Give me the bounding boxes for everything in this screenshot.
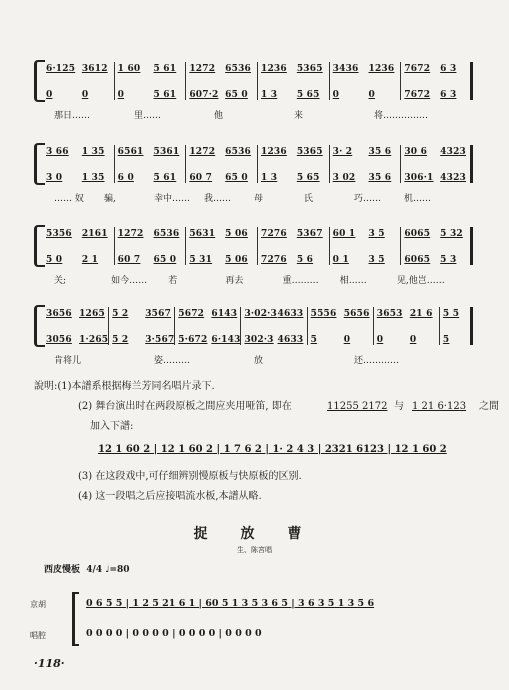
upper-row xyxy=(46,309,474,323)
note-group: 5 xyxy=(442,335,450,345)
piece-subtitle: 生、陈宮唱 xyxy=(237,546,272,554)
lyric-word: 里…… xyxy=(134,111,162,121)
system-brace xyxy=(34,143,45,185)
note-group: 5 06 xyxy=(225,255,248,265)
upper-row xyxy=(46,147,474,161)
score-system xyxy=(34,143,474,204)
note-group: 5 6 xyxy=(296,255,314,265)
note-group: 65 0 xyxy=(225,90,248,100)
note-group: 0 xyxy=(368,90,375,100)
note-group: 6·125 xyxy=(46,64,76,74)
lyric-word: 幸中…… xyxy=(154,194,191,204)
note-group: 5656 xyxy=(343,309,370,319)
note-group: 1 35 xyxy=(81,147,105,157)
note-group: 3612 xyxy=(81,64,108,74)
note-group: 5 65 xyxy=(296,173,320,183)
lower-row xyxy=(46,335,474,349)
note-group: 7672 xyxy=(404,90,431,100)
note-group: 4323 xyxy=(440,173,467,183)
barline xyxy=(329,227,330,265)
note-group: 0 xyxy=(81,90,89,100)
score-system xyxy=(34,305,474,366)
barline xyxy=(108,307,109,345)
system-brace xyxy=(34,60,45,102)
system-brace xyxy=(34,305,45,347)
tempo-label: 西皮慢板 4/4 ♩=80 xyxy=(44,565,130,575)
note-group: 5·672 xyxy=(178,335,208,345)
end-barline xyxy=(470,62,473,100)
barline xyxy=(257,227,258,265)
lower-row xyxy=(46,173,474,187)
barline xyxy=(185,227,186,265)
note-group: 5356 xyxy=(46,229,72,239)
note-group: 2161 xyxy=(81,229,108,239)
end-barline xyxy=(470,227,473,265)
note-group: 302·3 xyxy=(244,335,274,345)
lyric-word: 放 xyxy=(254,356,264,366)
barline xyxy=(114,62,115,100)
note-group: 5 61 xyxy=(153,90,177,100)
note-group: 5365 xyxy=(296,64,323,74)
note-group: 0 xyxy=(46,90,53,100)
note-group: 0 xyxy=(376,335,384,345)
upper-row xyxy=(46,229,474,243)
note-group: 4323 xyxy=(440,147,467,157)
upper-row xyxy=(46,64,474,78)
note-group: 7276 xyxy=(261,229,287,239)
barline xyxy=(400,145,401,183)
note-2b: 11255 2172 xyxy=(327,401,388,412)
note-group: 6536 xyxy=(225,64,252,74)
score-system xyxy=(34,60,474,121)
lyric-word: 若 xyxy=(168,276,178,286)
barline xyxy=(185,145,186,183)
note-group: 1265 xyxy=(79,309,105,319)
lyric-word: 我…… xyxy=(204,194,232,204)
lyric-word: 肯将儿 xyxy=(54,356,82,366)
barline xyxy=(257,62,258,100)
note-group: 6 0 xyxy=(117,173,134,183)
lyric-word: 如今…… xyxy=(111,276,148,286)
page-number: ·118· xyxy=(34,657,65,670)
note-group: 5 61 xyxy=(153,64,177,74)
last-brace xyxy=(72,592,79,646)
note-group: 5 65 xyxy=(296,90,320,100)
note-group: 1236 xyxy=(261,147,287,157)
note-2e: 之間 xyxy=(479,401,499,412)
barline xyxy=(185,62,186,100)
note-group: 1272 xyxy=(189,147,216,157)
note-group: 1236 xyxy=(261,64,287,74)
note-group: 3 66 xyxy=(46,147,69,157)
note-group: 7276 xyxy=(261,255,287,265)
piece-title: 捉 放 曹 xyxy=(193,526,316,542)
note-group: 5 32 xyxy=(440,229,463,239)
barline xyxy=(257,145,258,183)
note-group: 3 0 xyxy=(46,173,63,183)
note-group: 3653 xyxy=(376,309,403,319)
note-group: 5 31 xyxy=(189,255,213,265)
end-barline xyxy=(470,307,473,345)
note-group: 3·02·3 xyxy=(244,309,277,319)
lyric-word: 母 xyxy=(254,194,264,204)
note-group: 3· 2 xyxy=(332,147,353,157)
last-upper-row: 0 6 5 5 | 1 2 5 21 6 1 | 60 5 1 3 5 3 6 5 | 3 6 3 5 1 3 5 6 xyxy=(86,598,375,609)
lower-row xyxy=(46,90,474,104)
last-lower-row: 0 0 0 0 | 0 0 0 0 | 0 0 0 0 | 0 0 0 0 xyxy=(86,628,262,639)
note-group: 60 7 xyxy=(117,255,141,265)
note-group: 1 3 xyxy=(261,90,278,100)
lyric-word: 来 xyxy=(294,111,304,121)
note-group: 0 xyxy=(343,335,351,345)
note-group: 6561 xyxy=(117,147,144,157)
note-group: 1272 xyxy=(189,64,216,74)
note-group: 7672 xyxy=(404,64,431,74)
note-group: 35 6 xyxy=(368,173,392,183)
note-group: 1 35 xyxy=(81,173,105,183)
note-group: 6·143 xyxy=(211,335,241,345)
lyric-word: 姿……… xyxy=(154,356,191,366)
note-group: 0 xyxy=(332,90,340,100)
note-group: 5 0 xyxy=(46,255,63,265)
note-group: 0 xyxy=(409,335,417,345)
lyric-word: 还………… xyxy=(354,356,400,366)
lyric-word: 关; xyxy=(54,276,67,286)
note-group: 3·567 xyxy=(145,335,175,345)
note-group: 35 6 xyxy=(368,147,392,157)
inset-score: 12 1 60 2 | 12 1 60 2 | 1 7 6 2 | 1· 2 4 3 | 2321 6123 | 12 1 60 2 xyxy=(98,444,447,455)
barline xyxy=(307,307,308,345)
note-group: 3656 xyxy=(46,309,72,319)
note-group: 30 6 xyxy=(404,147,428,157)
note-group: 6536 xyxy=(153,229,180,239)
end-barline xyxy=(470,145,473,183)
barline xyxy=(114,145,115,183)
note-group: 3567 xyxy=(145,309,172,319)
note-group: 60 7 xyxy=(189,173,213,183)
note-group: 65 0 xyxy=(225,173,248,183)
note-group: 5 2 xyxy=(112,335,129,345)
note-2f: 加入下譜: xyxy=(90,421,134,432)
barline xyxy=(240,307,241,345)
note-group: 5367 xyxy=(296,229,323,239)
note-group: 3056 xyxy=(46,335,72,345)
note-group: 4633 xyxy=(277,335,304,345)
note-group: 5672 xyxy=(178,309,205,319)
note-2d: 1 21 6·123 xyxy=(412,401,467,412)
note-group: 3 5 xyxy=(368,229,385,239)
lyric-word: 那日…… xyxy=(54,111,91,121)
lower-row xyxy=(46,255,474,269)
label-vocal: 唱腔 xyxy=(30,631,46,640)
barline xyxy=(439,307,440,345)
note-group: 5365 xyxy=(296,147,323,157)
note-group: 3 5 xyxy=(368,255,385,265)
barline xyxy=(373,307,374,345)
note-group: 5 5 xyxy=(442,309,460,319)
note-group: 6143 xyxy=(211,309,238,319)
lyric-word: 机…… xyxy=(404,194,432,204)
note-group: 5 xyxy=(310,335,318,345)
barline xyxy=(329,145,330,183)
lyric-word: …… 奴 xyxy=(54,194,84,204)
note-group: 6065 xyxy=(404,229,431,239)
note-group: 6065 xyxy=(404,255,431,265)
system-brace xyxy=(34,225,45,267)
note-group: 5556 xyxy=(310,309,337,319)
note-group: 60 1 xyxy=(332,229,356,239)
note-group: 0 xyxy=(117,90,125,100)
lyric-word: 见,他岂…… xyxy=(396,276,445,286)
barline xyxy=(329,62,330,100)
note-group: 65 0 xyxy=(153,255,177,265)
lyric-word: 将…………… xyxy=(374,111,429,121)
lyric-word: 骗, xyxy=(104,194,116,204)
note-group: 5631 xyxy=(189,229,216,239)
note-group: 3 02 xyxy=(332,173,356,183)
note-group: 4633 xyxy=(277,309,304,319)
note-1: 說明:(1)本譜系根据梅兰芳同名唱片录下. xyxy=(34,381,215,392)
note-group: 2 1 xyxy=(81,255,99,265)
lyric-word: 重……… xyxy=(282,276,319,286)
note-group: 6536 xyxy=(225,147,252,157)
note-group: 607·2 xyxy=(189,90,219,100)
note-group: 6 3 xyxy=(440,90,457,100)
barline xyxy=(400,227,401,265)
barline xyxy=(400,62,401,100)
note-3: (3) 在这段戏中,可仔细辨别慢原板与快原板的区别. xyxy=(78,471,302,482)
lyric-word: 他 xyxy=(214,111,224,121)
label-jinghu: 京胡 xyxy=(30,600,46,609)
barline xyxy=(174,307,175,345)
note-group: 1 60 xyxy=(117,64,141,74)
note-group: 5 61 xyxy=(153,173,177,183)
barline xyxy=(114,227,115,265)
lyric-word: 氏 xyxy=(304,194,314,204)
lyric-word: 相…… xyxy=(339,276,367,286)
note-4: (4) 这一段唱之后应接唱流水板,本譜从略. xyxy=(78,491,262,502)
note-group: 5361 xyxy=(153,147,180,157)
note-group: 1·265 xyxy=(79,335,109,345)
lyric-word: 再去 xyxy=(225,276,244,286)
note-group: 5 06 xyxy=(225,229,248,239)
score-system xyxy=(34,225,474,286)
note-group: 3436 xyxy=(332,64,359,74)
note-group: 5 3 xyxy=(440,255,457,265)
note-group: 306·1 xyxy=(404,173,434,183)
note-group: 5 2 xyxy=(112,309,129,319)
note-group: 0 1 xyxy=(332,255,349,265)
note-group: 1272 xyxy=(117,229,144,239)
note-group: 6 3 xyxy=(440,64,457,74)
note-2c: 与 xyxy=(394,401,404,412)
note-group: 1 3 xyxy=(261,173,278,183)
lyric-word: 巧…… xyxy=(354,194,382,204)
note-group: 1236 xyxy=(368,64,395,74)
note-2a: (2) 舞台演出时在两段原板之間应夹用哑笛, 即在 xyxy=(78,401,292,412)
note-group: 21 6 xyxy=(409,309,433,319)
